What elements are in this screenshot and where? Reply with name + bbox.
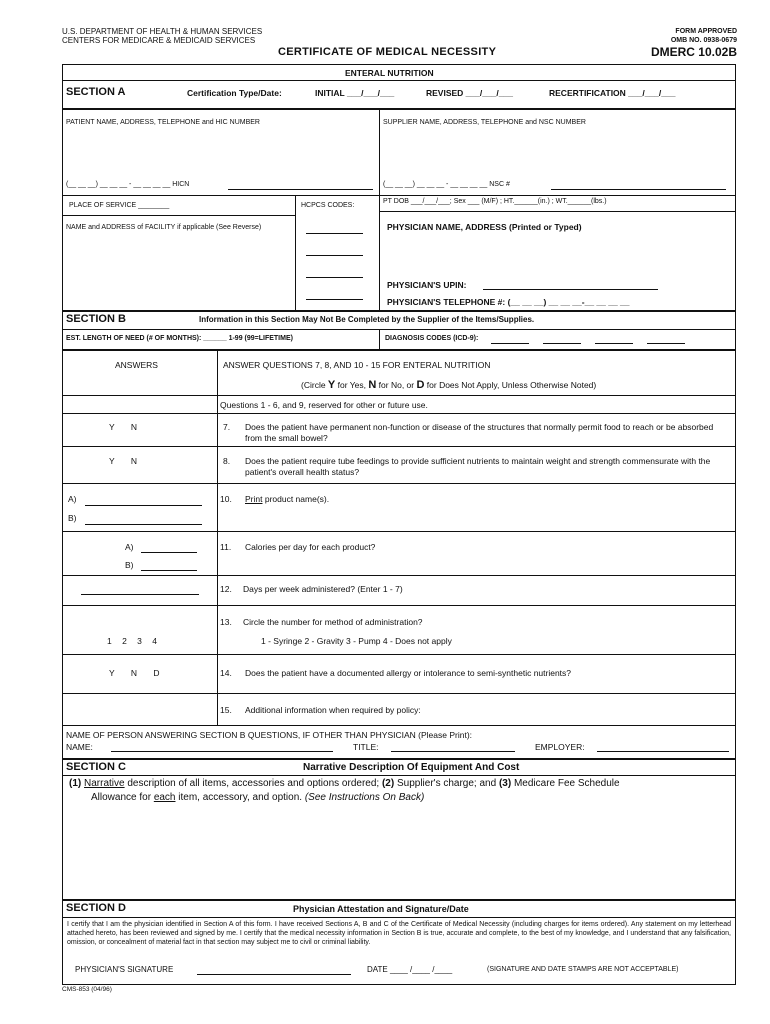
signature-date-field[interactable]: DATE ____ /____ /____ <box>367 965 453 974</box>
physician-phone-field[interactable]: PHYSICIAN'S TELEPHONE #: (__ __ __) __ __ __-__ __ __ __ <box>387 297 630 307</box>
q12-text: Days per week administered? (Enter 1 - 7) <box>243 584 403 594</box>
q13-options: 1 - Syringe 2 - Gravity 3 - Pump 4 - Does not apply <box>261 636 452 646</box>
q8-number: 8. <box>223 456 231 466</box>
q10-b-field[interactable] <box>85 524 202 525</box>
hcpcs-codes-label: HCPCS CODES: <box>301 202 355 209</box>
section-c-instructions-line1: (1) Narrative description of all items, accessories and options ordered; (2) Supplier's charge; and (3) Medicare Fee Schedule <box>69 778 620 789</box>
initial-date-field[interactable]: INITIAL ___/___/___ <box>315 88 395 98</box>
q13-text: Circle the number for method of administration? <box>243 617 423 627</box>
hcpcs-line-1[interactable] <box>306 233 363 234</box>
q12-field[interactable] <box>81 594 199 595</box>
q10-a-field[interactable] <box>85 505 202 506</box>
narrative-area[interactable] <box>65 807 733 897</box>
q11-number: 11. <box>220 542 232 552</box>
answers-header: ANSWERS <box>115 360 158 370</box>
section-c-label: SECTION C <box>66 761 126 773</box>
place-of-service[interactable]: PLACE OF SERVICE ________ <box>69 202 170 209</box>
facility-label: NAME and ADDRESS of FACILITY if applicable (See Reverse) <box>66 224 262 231</box>
name-of-person-label: NAME OF PERSON ANSWERING SECTION B QUESTIONS, IF OTHER THAN PHYSICIAN (Please Print): <box>66 730 473 740</box>
omb-number: OMB NO. 0938-0679 <box>670 37 737 44</box>
form-id: DMERC 10.02B <box>650 45 737 59</box>
q11-a-label: A) <box>125 542 134 552</box>
physician-upin-label: PHYSICIAN'S UPIN: <box>387 280 467 290</box>
q10-text: Print product name(s). <box>245 494 330 504</box>
q7-answer[interactable]: Y N <box>109 422 138 432</box>
diagnosis-code-3[interactable] <box>595 343 633 344</box>
patient-demographics[interactable]: PT DOB ___/___/___; Sex ___ (M/F) ; HT.______(in.) ; WT.______(lbs.) <box>383 198 607 205</box>
supplier-info-label: SUPPLIER NAME, ADDRESS, TELEPHONE and NSC NUMBER <box>383 119 586 126</box>
q13-answer[interactable]: 1 2 3 4 <box>107 636 157 646</box>
section-a-label: SECTION A <box>66 86 126 98</box>
form-number: CMS-853 (04/96) <box>62 986 112 993</box>
diagnosis-codes-label: DIAGNOSIS CODES (ICD-9): <box>385 335 479 342</box>
patient-phone-hicn[interactable]: (__ __ __) __ __ __ - __ __ __ __ HICN <box>66 181 190 188</box>
title-label: TITLE: <box>353 742 379 752</box>
diagnosis-code-4[interactable] <box>647 343 685 344</box>
q12-number: 12. <box>220 584 232 594</box>
name-field[interactable] <box>111 751 333 752</box>
q15-text: Additional information when required by policy: <box>245 705 421 715</box>
q15-number: 15. <box>220 705 232 715</box>
patient-info-label: PATIENT NAME, ADDRESS, TELEPHONE and HIC NUMBER <box>66 119 260 126</box>
q11-text: Calories per day for each product? <box>245 542 376 552</box>
certification-type-label: Certification Type/Date: <box>187 88 282 98</box>
length-of-need-field[interactable]: EST. LENGTH OF NEED (# OF MONTHS): ______ 1-99 (99=LIFETIME) <box>66 335 293 342</box>
hcpcs-line-2[interactable] <box>306 255 363 256</box>
section-c-instructions-line2: Allowance for each item, accessory, and option. (See Instructions On Back) <box>91 792 425 803</box>
q7-text: Does the patient have permanent non-function or disease of the structures that normally permit food to reach or be absorbed from the small bowel? <box>245 422 714 443</box>
reserved-questions-note: Questions 1 - 6, and 9, reserved for other or future use. <box>220 400 428 410</box>
q10-b-label: B) <box>68 513 77 523</box>
physician-signature-label: PHYSICIAN'S SIGNATURE <box>75 965 174 974</box>
revised-date-field[interactable]: REVISED ___/___/___ <box>426 88 513 98</box>
supplier-phone-nsc[interactable]: (__ __ __) __ __ __ - __ __ __ __ NSC # <box>383 181 510 188</box>
physician-signature-field[interactable] <box>197 974 351 975</box>
section-c-heading: Narrative Description Of Equipment And Cost <box>303 762 520 773</box>
diagnosis-code-2[interactable] <box>543 343 581 344</box>
form-approval <box>671 27 737 45</box>
name-label: NAME: <box>66 742 93 752</box>
q11-a-field[interactable] <box>141 552 197 553</box>
q8-answer[interactable]: Y N <box>109 456 138 466</box>
q13-number: 13. <box>220 617 232 627</box>
employer-field[interactable] <box>597 751 729 752</box>
q14-number: 14. <box>220 668 232 678</box>
form-title: CERTIFICATE OF MEDICAL NECESSITY <box>278 46 497 58</box>
title-field[interactable] <box>391 751 515 752</box>
section-d-heading: Physician Attestation and Signature/Date <box>293 904 469 914</box>
q7-number: 7. <box>223 422 231 432</box>
diagnosis-code-1[interactable] <box>491 343 529 344</box>
stamps-note: (SIGNATURE AND DATE STAMPS ARE NOT ACCEPTABLE) <box>487 966 679 973</box>
q11-b-field[interactable] <box>141 570 197 571</box>
q10-a-label: A) <box>68 494 77 504</box>
physician-upin-field[interactable] <box>483 289 658 290</box>
agency-line-1: U.S. DEPARTMENT OF HEALTH & HUMAN SERVICES <box>62 27 263 36</box>
q8-text: Does the patient require tube feedings to provide sufficient nutrients to maintain weight and strength commensurate with the patient's overall health status? <box>245 456 711 477</box>
section-d-label: SECTION D <box>66 902 126 914</box>
form-frame <box>62 64 736 985</box>
answer-questions-header: ANSWER QUESTIONS 7, 8, AND 10 - 15 FOR ENTERAL NUTRITION <box>223 360 491 370</box>
hcpcs-line-3[interactable] <box>306 277 363 278</box>
hcpcs-line-4[interactable] <box>306 299 363 300</box>
circle-instructions: (Circle Y for Yes, N for No, or D for Does Not Apply, Unless Otherwise Noted) <box>301 379 597 391</box>
q10-number: 10. <box>220 494 232 504</box>
recertification-date-field[interactable]: RECERTIFICATION ___/___/___ <box>549 88 676 98</box>
physician-name-label: PHYSICIAN NAME, ADDRESS (Printed or Typed) <box>387 222 582 232</box>
employer-label: EMPLOYER: <box>535 742 585 752</box>
form-approved: FORM APPROVED <box>675 28 737 35</box>
q11-b-label: B) <box>125 560 134 570</box>
attestation-text: I certify that I am the physician identified in Section A of this form. I have received Sections A, B and C of the Certificate of Medical Necessity (including charges for items ordered). Any statement on my letterhead attached hereto, has been reviewed and signed by me. I certify that the medical necessity information in Section B is true, accurate and complete, to the best of my knowledge, and I understand that any falsification, omission, or concealment of material fact in that section may subject me to civil or criminal liability. <box>67 921 731 946</box>
section-b-label: SECTION B <box>66 313 126 325</box>
section-b-info: Information in this Section May Not Be Completed by the Supplier of the Items/Supplies. <box>199 315 535 324</box>
agency-name <box>62 27 262 45</box>
form-subtitle: ENTERAL NUTRITION <box>345 68 434 78</box>
agency-line-2: CENTERS FOR MEDICARE & MEDICAID SERVICES <box>62 36 256 45</box>
q14-text: Does the patient have a documented allergy or intolerance to semi-synthetic nutrients? <box>245 668 572 678</box>
q14-answer[interactable]: Y N D <box>109 668 160 678</box>
